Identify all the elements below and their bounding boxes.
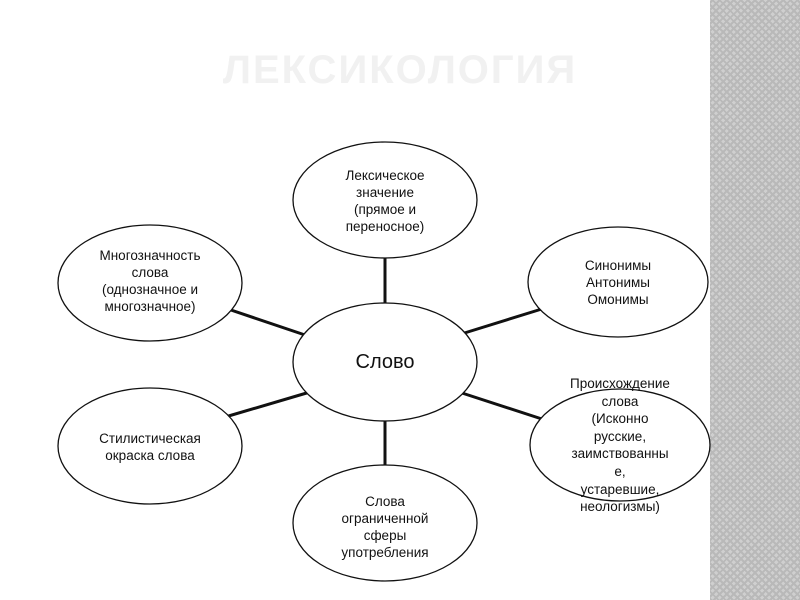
node-lower-left-label [65, 430, 235, 464]
node-bottom-line-2: ограниченной [341, 511, 429, 526]
node-upper-left-line-1: Многозначность [99, 248, 201, 263]
node-bottom-label [300, 493, 470, 561]
node-upper-left-line-3: (однозначное и [101, 282, 199, 297]
center-label: Слово [355, 351, 415, 373]
node-upper-left-line-4: многозначное) [104, 299, 196, 314]
node-lower-right-line-3: (Исконно [591, 411, 649, 427]
node-upper-left-line-2: слова [131, 265, 169, 280]
node-lower-left-line-2: окраска слова [105, 448, 195, 463]
node-bottom-line-1: Слова [365, 494, 405, 509]
node-top-line-3: (прямое и [353, 202, 417, 217]
node-lower-right-label [535, 375, 705, 516]
connector-upper-right [458, 308, 545, 335]
node-top-line-2: значение [356, 185, 414, 200]
node-top-line-4: переносное) [345, 219, 425, 234]
node-lower-right-line-8: неологизмы) [580, 499, 660, 515]
node-upper-right-line-2: Антонимы [586, 275, 650, 290]
node-lower-right-line-1: Происхождение [570, 376, 670, 391]
node-top-label [300, 167, 470, 235]
connector-upper-left [225, 308, 308, 336]
node-lower-left-line-1: Стилистическая [99, 431, 201, 446]
node-lower-right-line-2: слова [601, 393, 639, 409]
node-lower-right-line-6: е, [614, 463, 626, 479]
node-bottom-line-3: сферы [363, 528, 407, 543]
node-lower-right-line-4: русские, [593, 428, 647, 444]
node-lower-right-line-5: заимствованны [571, 446, 669, 462]
node-bottom-line-4: употребления [341, 545, 429, 560]
node-upper-right-line-3: Омонимы [587, 292, 649, 307]
node-lower-right-line-7: устаревшие, [580, 481, 660, 497]
node-top-line-1: Лексическое [345, 168, 425, 183]
slide-title: ЛЕКСИКОЛОГИЯ [222, 48, 578, 92]
node-upper-left-label [65, 247, 235, 315]
connector-lower-right [462, 393, 545, 420]
node-upper-right-label [533, 257, 703, 308]
node-upper-right-line-1: Синонимы [584, 258, 652, 273]
